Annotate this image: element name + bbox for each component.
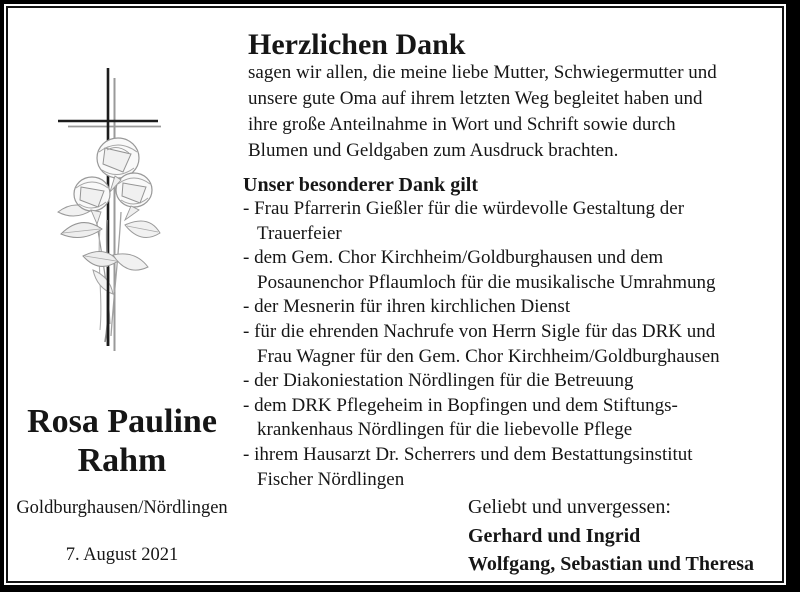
deceased-name-line: Rosa Pauline: [27, 403, 217, 440]
thanks-subheading: Unser besonderer Dank gilt: [243, 174, 479, 196]
closing-block: [468, 493, 754, 579]
intro-line: Blumen und Geldgaben zum Ausdruck brachten.: [248, 140, 619, 161]
page-title: Herzlichen Dank: [248, 28, 466, 61]
thanks-line: - dem DRK Pflegeheim in Bopfingen und dem Stiftungs-: [243, 394, 678, 416]
intro-line: sagen wir allen, die meine liebe Mutter, Schwiegermutter und: [248, 62, 717, 83]
intro-line: ihre große Anteilnahme in Wort und Schrift sowie durch: [248, 114, 676, 135]
intro-paragraph: [248, 60, 717, 164]
thanks-line: - Frau Pfarrerin Gießler für die würdevolle Gestaltung der: [243, 198, 685, 219]
thanks-line: krankenhaus Nördlingen für die liebevolle Pflege: [257, 419, 633, 441]
deceased-name: [6, 402, 238, 480]
thanks-line: - ihrem Hausarzt Dr. Scherrers und dem Bestattungsinstitut: [243, 443, 693, 465]
thanks-list: [243, 197, 720, 492]
thanks-line: - der Diakoniestation Nördlingen für die Betreuung: [243, 370, 634, 392]
thanks-line: Posaunenchor Pflaumloch für die musikalische Umrahmung: [257, 271, 716, 293]
notice-sheet: [4, 4, 786, 585]
mourners-line: Wolfgang, Sebastian und Theresa: [468, 553, 755, 575]
notice-date: 7. August 2021: [65, 545, 179, 565]
thanks-line: - für die ehrenden Nachrufe von Herrn Sigle für das DRK und: [243, 320, 716, 342]
thanks-line: - dem Gem. Chor Kirchheim/Goldburghausen und dem: [243, 247, 664, 269]
intro-line: unsere gute Oma auf ihrem letzten Weg begleitet haben und: [248, 88, 703, 109]
deceased-location: Goldburghausen/Nördlingen: [16, 498, 228, 518]
mourners-line: Gerhard und Ingrid: [468, 524, 641, 547]
thanks-line: Trauerfeier: [257, 222, 342, 244]
thanks-line: Fischer Nördlingen: [257, 468, 405, 490]
cross-and-roses-icon: [55, 62, 170, 354]
thanks-line: Frau Wagner für den Gem. Chor Kirchheim/Goldburghausen: [257, 345, 720, 367]
deceased-name-line: Rahm: [77, 442, 167, 479]
closing-tagline: Geliebt und unvergessen:: [468, 496, 671, 518]
thanks-line: - der Mesnerin für ihren kirchlichen Dienst: [243, 296, 571, 318]
